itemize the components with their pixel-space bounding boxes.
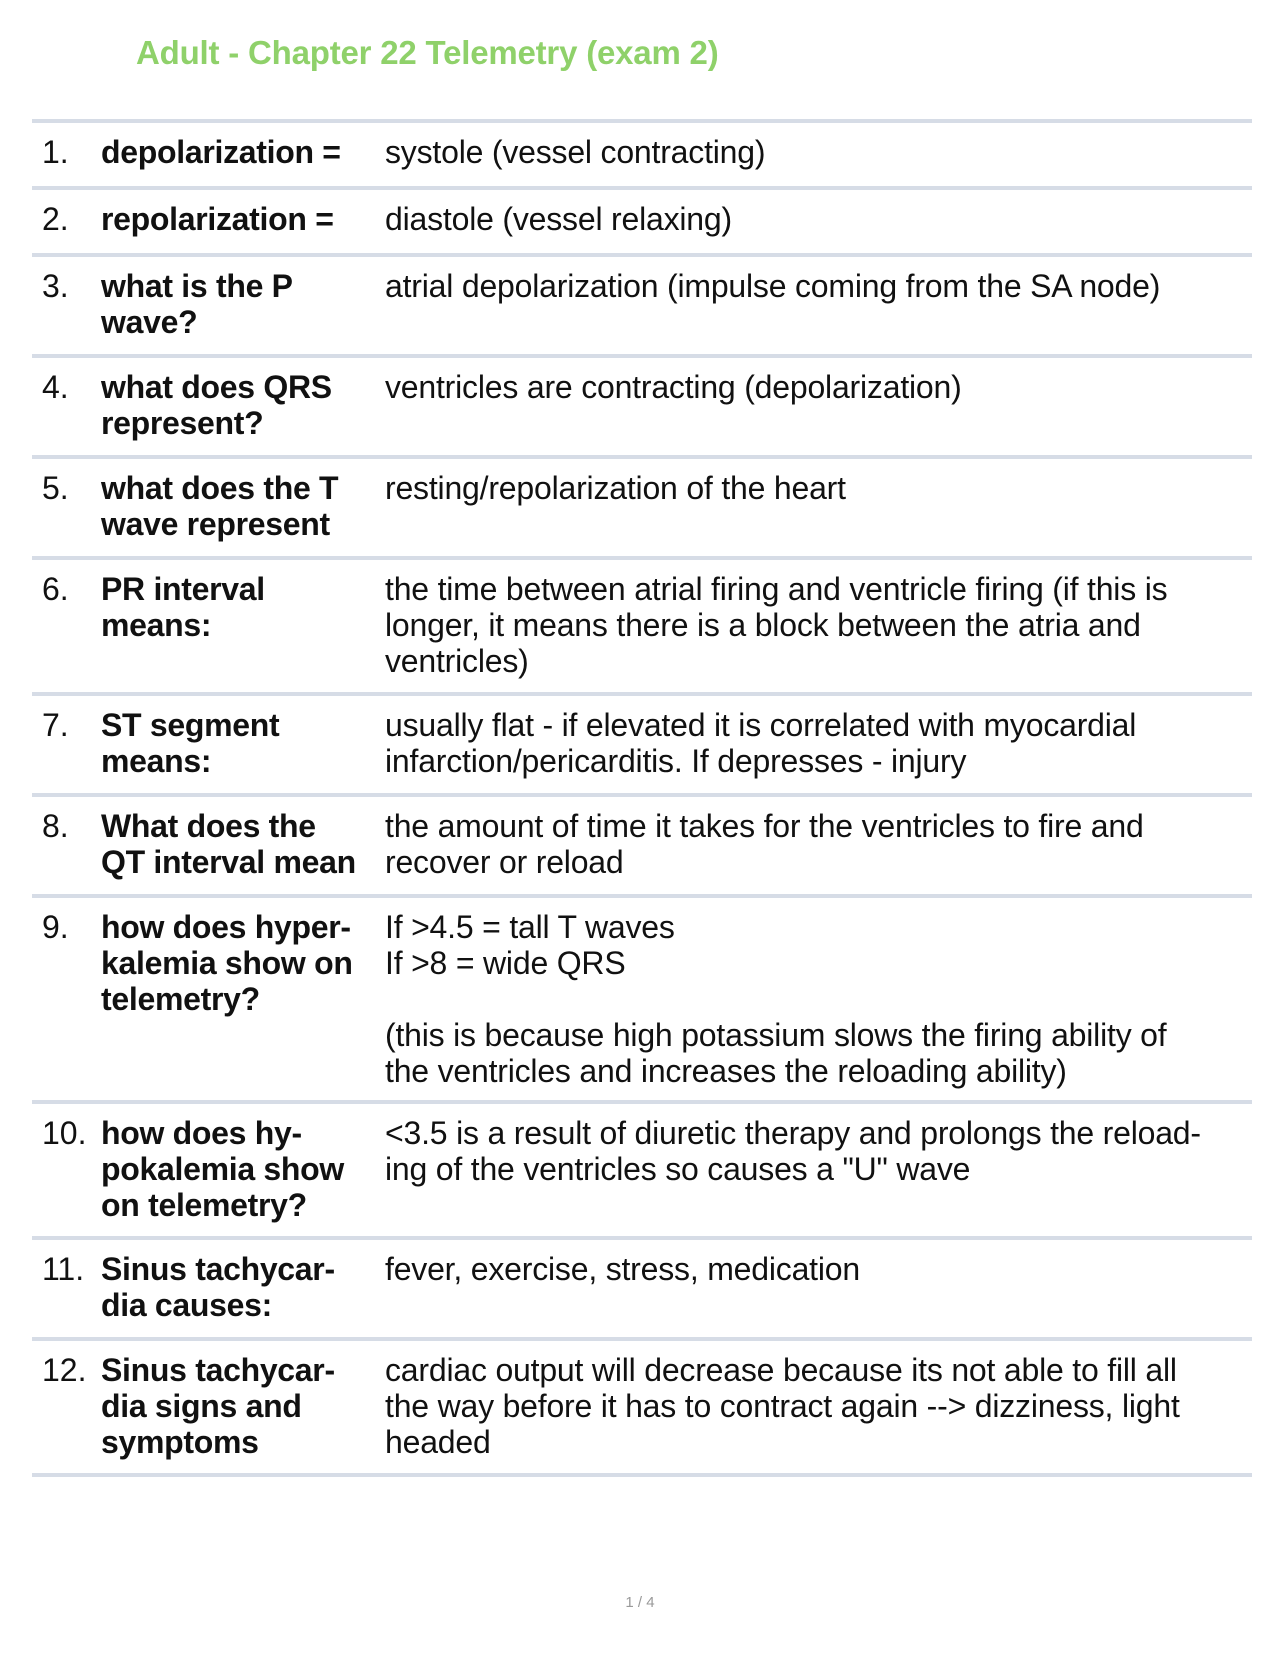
card-number: 5. bbox=[42, 470, 69, 506]
definition-line: If >4.5 = tall T waves bbox=[385, 909, 675, 945]
card-definition bbox=[385, 1352, 1252, 1460]
term-line: wave? bbox=[101, 304, 198, 340]
card-definition bbox=[385, 707, 1252, 779]
term-line: dia causes: bbox=[101, 1287, 273, 1323]
card-term bbox=[101, 1352, 385, 1460]
term-line: Sinus tachycar- bbox=[101, 1352, 335, 1388]
definition-line: If >8 = wide QRS bbox=[385, 945, 626, 981]
document-title: Adult - Chapter 22 Telemetry (exam 2) bbox=[136, 34, 719, 71]
card-definition bbox=[385, 201, 1252, 237]
card-definition bbox=[385, 369, 1252, 405]
term-line: what does the T bbox=[101, 470, 339, 506]
definition-spacer bbox=[385, 981, 1252, 1017]
card-definition bbox=[385, 134, 1252, 170]
card-term bbox=[101, 707, 385, 779]
card-definition bbox=[385, 909, 1252, 1089]
term-line: Sinus tachycar- bbox=[101, 1251, 335, 1287]
definition-line: recover or reload bbox=[385, 844, 624, 880]
definition-line: systole (vessel contracting) bbox=[385, 134, 766, 170]
card-number: 8. bbox=[42, 808, 69, 844]
card-term bbox=[101, 1251, 385, 1323]
term-line: ST segment bbox=[101, 707, 280, 743]
card-definition bbox=[385, 268, 1252, 304]
term-line: What does the bbox=[101, 808, 316, 844]
term-line: QT interval mean bbox=[101, 844, 356, 880]
flashcard-row bbox=[32, 358, 1252, 459]
definition-line: ventricles are contracting (depolarization) bbox=[385, 369, 962, 405]
definition-line: the way before it has to contract again --> dizziness, light bbox=[385, 1388, 1180, 1424]
definition-line: fever, exercise, stress, medication bbox=[385, 1251, 860, 1287]
term-line: dia signs and bbox=[101, 1388, 302, 1424]
term-line: what is the P bbox=[101, 268, 293, 304]
flashcard-row bbox=[32, 257, 1252, 358]
term-line: how does hyper- bbox=[101, 909, 351, 945]
definition-line: the time between atrial firing and ventricle firing (if this is bbox=[385, 571, 1168, 607]
definition-line: <3.5 is a result of diuretic therapy and prolongs the reload- bbox=[385, 1115, 1201, 1151]
flashcard-row bbox=[32, 797, 1252, 898]
flashcard-row bbox=[32, 898, 1252, 1104]
term-line: on telemetry? bbox=[101, 1187, 307, 1223]
card-definition bbox=[385, 571, 1252, 679]
card-number: 4. bbox=[42, 369, 69, 405]
definition-line: the ventricles and increases the reloading ability) bbox=[385, 1053, 1067, 1089]
flashcard-row bbox=[32, 696, 1252, 797]
term-line: symptoms bbox=[101, 1424, 259, 1460]
definition-line: usually flat - if elevated it is correlated with myocardial bbox=[385, 707, 1137, 743]
card-definition bbox=[385, 1251, 1252, 1287]
flashcard-row bbox=[32, 560, 1252, 696]
card-definition bbox=[385, 808, 1252, 880]
definition-line: headed bbox=[385, 1424, 491, 1460]
definition-line: ing of the ventricles so causes a "U" wave bbox=[385, 1151, 971, 1187]
card-term bbox=[101, 201, 385, 237]
term-line: kalemia show on bbox=[101, 945, 353, 981]
card-term bbox=[101, 268, 385, 340]
definition-line: infarction/pericarditis. If depresses - injury bbox=[385, 743, 967, 779]
card-number: 2. bbox=[42, 201, 69, 237]
definition-line: the amount of time it takes for the ventricles to fire and bbox=[385, 808, 1144, 844]
flashcard-row bbox=[32, 123, 1252, 190]
term-line: depolarization = bbox=[101, 134, 341, 170]
definition-line: cardiac output will decrease because its not able to fill all bbox=[385, 1352, 1177, 1388]
definition-line: (this is because high potassium slows the firing ability of bbox=[385, 1017, 1167, 1053]
card-term bbox=[101, 808, 385, 880]
flashcard-row bbox=[32, 1240, 1252, 1341]
card-number: 7. bbox=[42, 707, 69, 743]
flashcard-row bbox=[32, 1341, 1252, 1477]
card-definition bbox=[385, 470, 1252, 506]
card-term bbox=[101, 470, 385, 542]
term-line: pokalemia show bbox=[101, 1151, 344, 1187]
card-number: 3. bbox=[42, 268, 69, 304]
definition-line: resting/repolarization of the heart bbox=[385, 470, 846, 506]
card-number: 11. bbox=[42, 1251, 85, 1287]
card-number: 9. bbox=[42, 909, 69, 945]
definition-line: diastole (vessel relaxing) bbox=[385, 201, 732, 237]
term-line: means: bbox=[101, 607, 212, 643]
card-number: 6. bbox=[42, 571, 69, 607]
flashcard-list bbox=[32, 119, 1252, 1477]
term-line: what does QRS bbox=[101, 369, 332, 405]
definition-line: ventricles) bbox=[385, 643, 529, 679]
flashcard-row bbox=[32, 459, 1252, 560]
flashcard-row bbox=[32, 1104, 1252, 1240]
term-line: PR interval bbox=[101, 571, 265, 607]
card-number: 10. bbox=[42, 1115, 87, 1151]
card-term bbox=[101, 369, 385, 441]
card-term bbox=[101, 571, 385, 643]
card-number: 12. bbox=[42, 1352, 87, 1388]
card-term bbox=[101, 134, 385, 170]
term-line: wave represent bbox=[101, 506, 330, 542]
card-term bbox=[101, 909, 385, 1017]
term-line: how does hy- bbox=[101, 1115, 302, 1151]
term-line: telemetry? bbox=[101, 981, 260, 1017]
definition-line: atrial depolarization (impulse coming from the SA node) bbox=[385, 268, 1161, 304]
flashcard-row bbox=[32, 190, 1252, 257]
card-term bbox=[101, 1115, 385, 1223]
page-indicator: 1 / 4 bbox=[625, 1594, 655, 1611]
term-line: repolarization = bbox=[101, 201, 334, 237]
card-definition bbox=[385, 1115, 1252, 1187]
card-number: 1. bbox=[42, 134, 69, 170]
definition-line: longer, it means there is a block between the atria and bbox=[385, 607, 1141, 643]
term-line: means: bbox=[101, 743, 212, 779]
term-line: represent? bbox=[101, 405, 264, 441]
